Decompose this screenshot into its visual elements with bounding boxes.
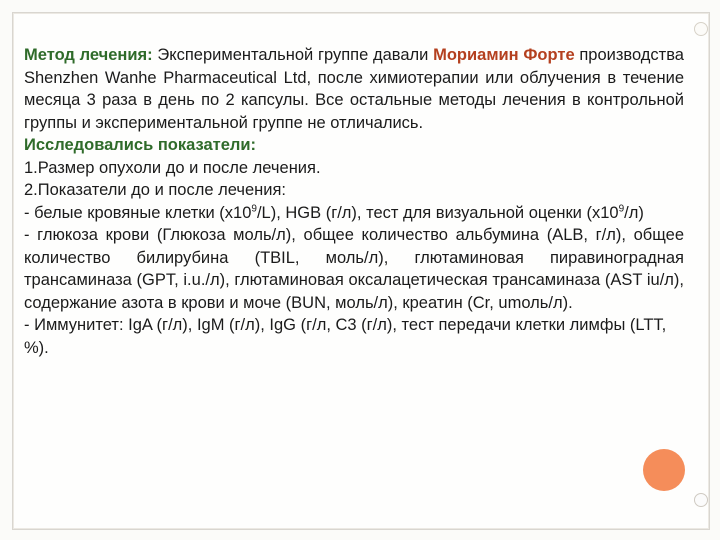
blood-cells-text-c: /л) <box>624 203 644 222</box>
indicator-2: 2.Показатели до и после лечения: <box>24 181 286 199</box>
immunity-item: - Иммунитет: IgA (г/л), IgM (г/л), IgG (г/л, C3 (г/л), тест передачи клетки лимфы (LTT, %). <box>24 316 667 357</box>
blood-cells-text-b: /L), HGB (г/л), тест для визуальной оценки (х10 <box>256 203 619 222</box>
method-paragraph <box>24 44 684 134</box>
bottom-decor-circle <box>694 493 708 507</box>
exponent-1: 9 <box>251 203 257 214</box>
method-text-2: производства Shenzhen Wanhe Pharmaceutical Ltd, после химиотерапии или облучения в течение месяца 3 раза в день по 2 капсулы. Все остальные методы лечения в контрольной группы и экспериментальной группе не отличались. <box>24 46 684 132</box>
method-text-1: Экспериментальной группе давали <box>152 46 434 64</box>
blood-cells-item <box>24 202 684 225</box>
method-label: Метод лечения: <box>24 46 153 64</box>
exponent-2: 9 <box>618 203 625 214</box>
indicators-heading <box>24 134 684 157</box>
orange-decor-circle <box>643 449 685 491</box>
indicators-heading-text: Исследовались показатели: <box>24 136 257 154</box>
blood-cells-text-a: - белые кровяные клетки (х10 <box>24 203 252 222</box>
drug-name: Мориамин Форте <box>433 46 575 64</box>
indicator-1: 1.Размер опухоли до и после лечения. <box>24 158 321 177</box>
top-decor-circle <box>694 22 708 36</box>
slide-content <box>24 44 684 359</box>
biochem-item: - глюкоза крови (Глюкоза моль/л), общее количество альбумина (ALB, г/л), общее количество билирубина (TBIL, моль/л), глютаминовая пиравиноградная трансаминаза (GPT, i.u./л), глютаминовая оксалацетическая трансаминаза (AST iu/л), содержание азота в крови и моче (BUN, моль/л), креатин (Cr, umоль/л). <box>24 226 684 312</box>
